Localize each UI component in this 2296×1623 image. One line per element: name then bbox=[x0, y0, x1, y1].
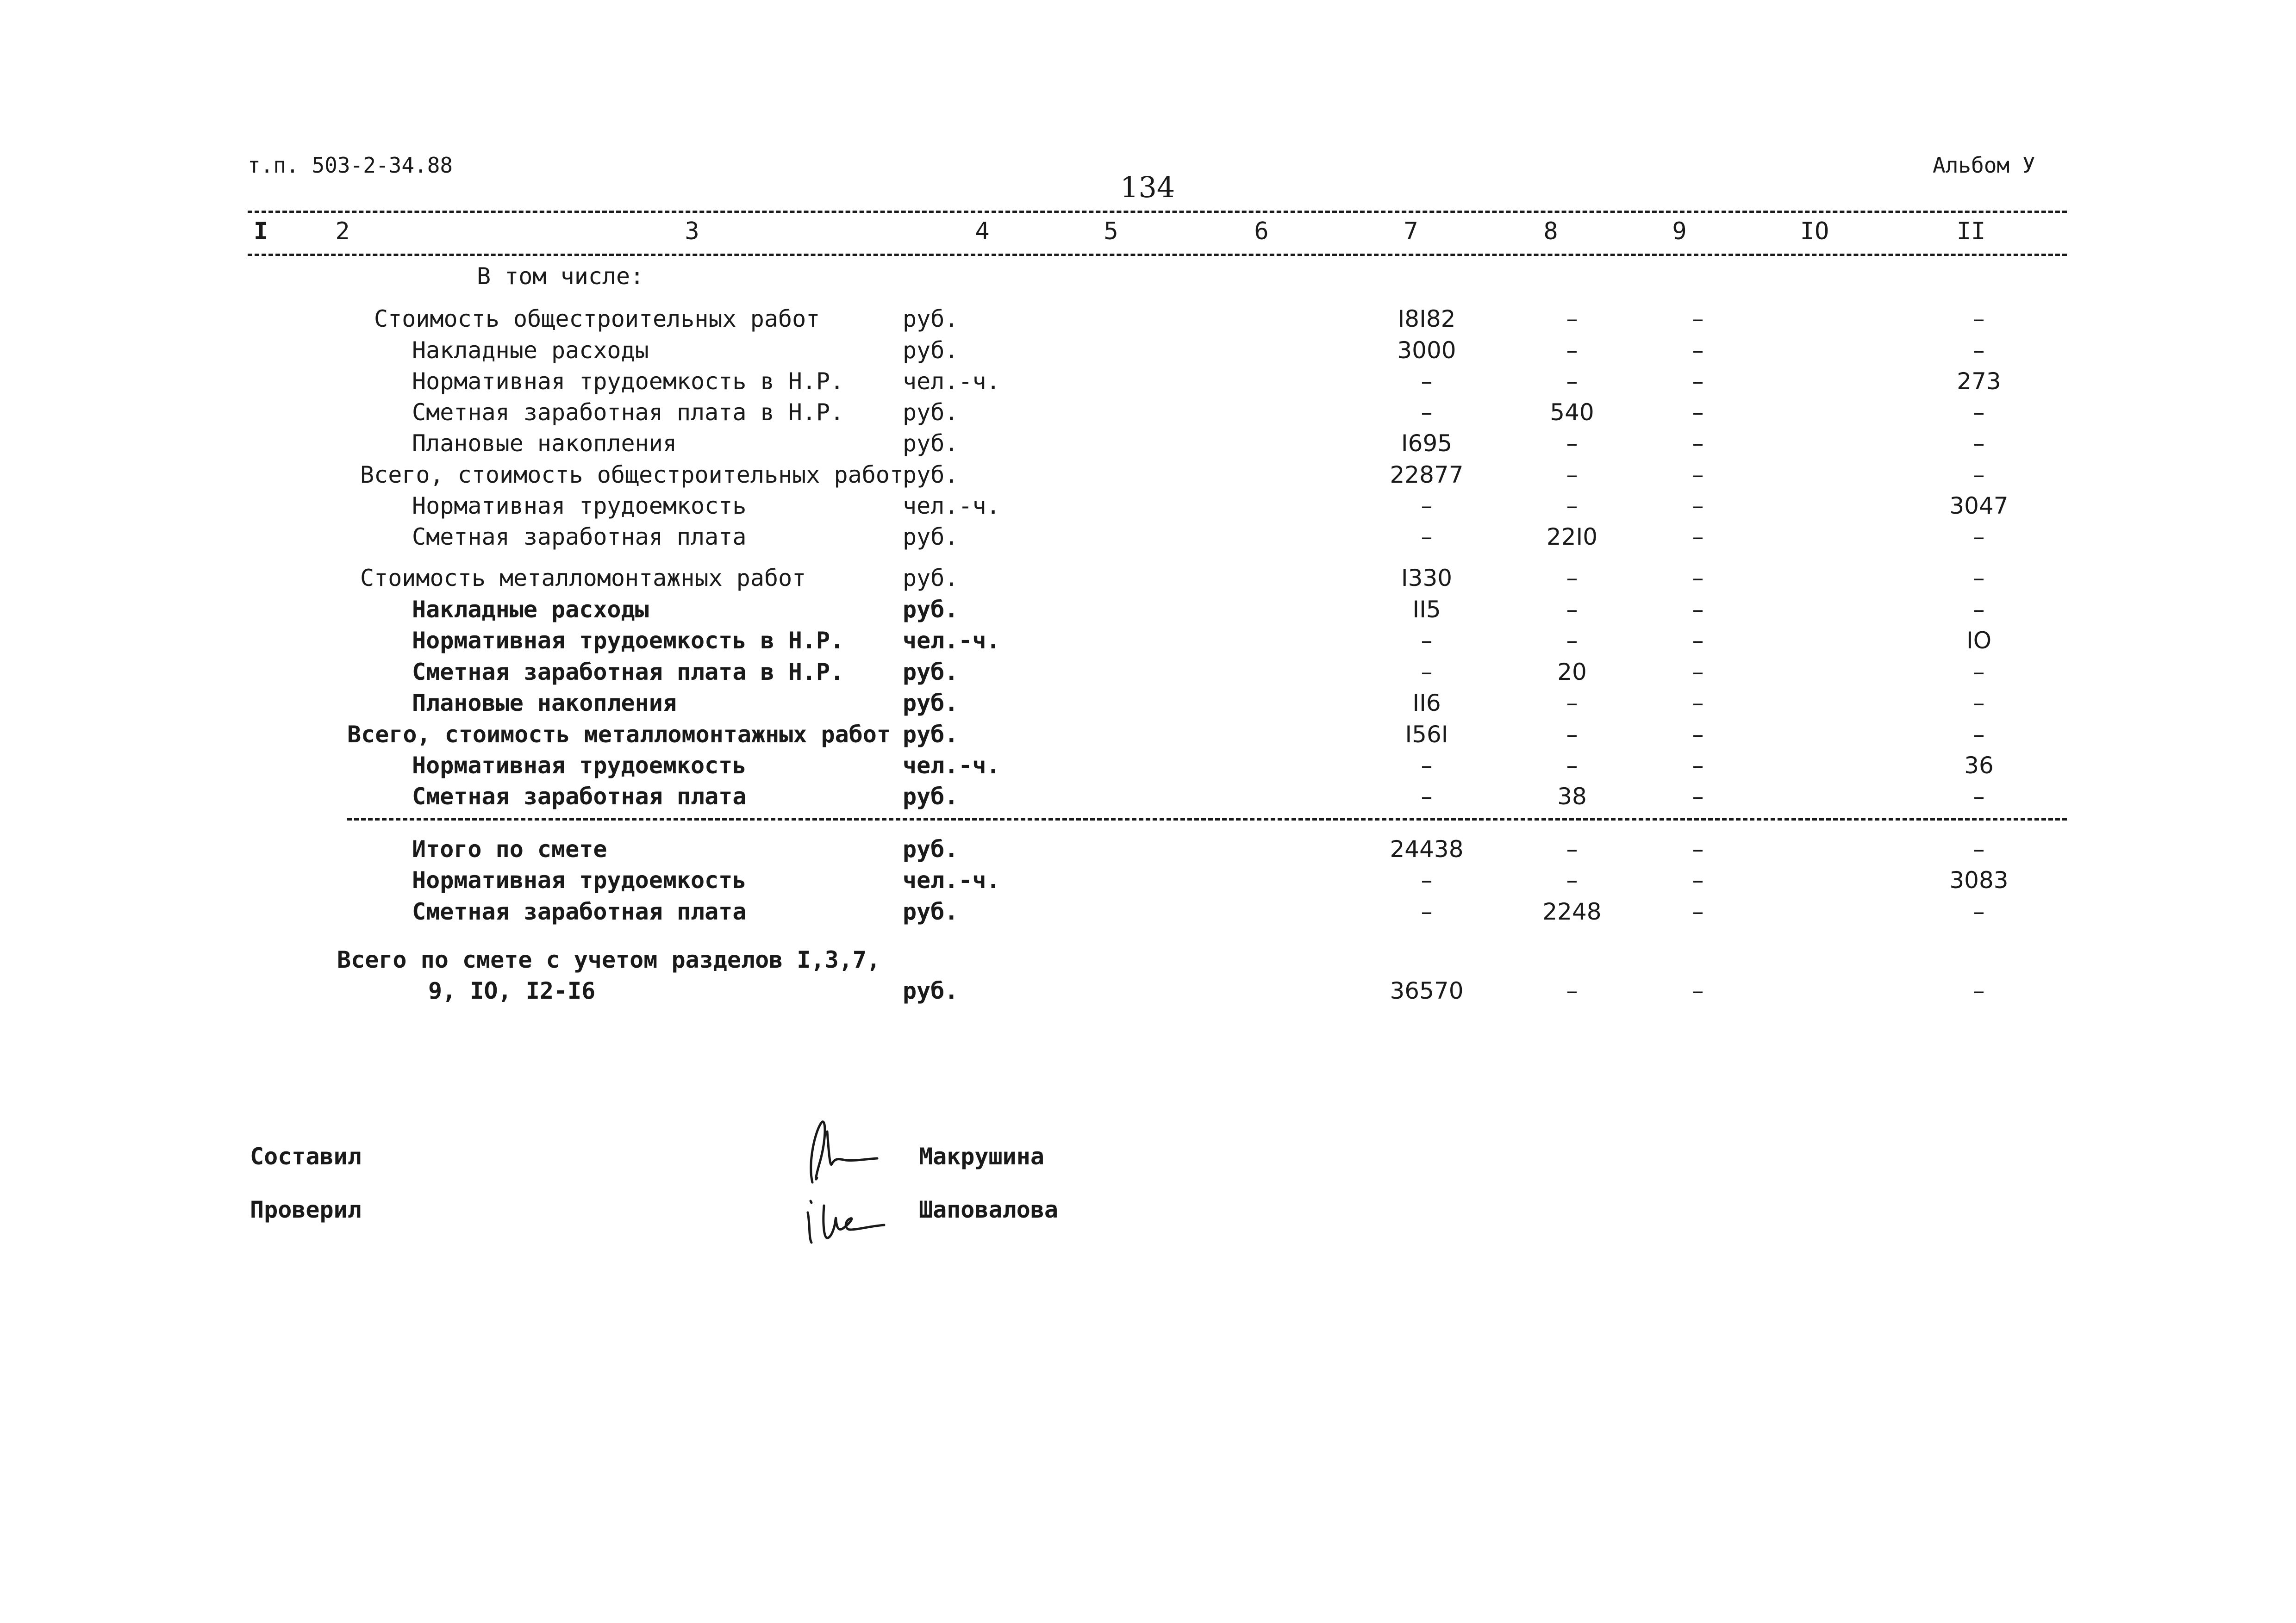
row-label: Всего, стоимость общестроительных работ bbox=[360, 461, 904, 488]
row-value-c9: – bbox=[1692, 721, 1704, 748]
row-value-c8: – bbox=[1566, 721, 1578, 748]
row-value-c8: – bbox=[1566, 337, 1578, 364]
row-value-c8: – bbox=[1566, 461, 1578, 488]
row-unit: руб. bbox=[903, 690, 959, 716]
row-value-c11: 36 bbox=[1964, 752, 1994, 779]
row-value-c7: 24438 bbox=[1390, 836, 1464, 863]
row-value-c8: 20 bbox=[1557, 659, 1587, 685]
row-value-c9: – bbox=[1692, 461, 1704, 488]
row-unit: руб. bbox=[903, 305, 959, 332]
row-value-c9: – bbox=[1692, 523, 1704, 550]
row-value-c11: 3083 bbox=[1949, 867, 2009, 894]
row-value-c7: I56I bbox=[1405, 721, 1448, 748]
row-value-c8: 22I0 bbox=[1546, 523, 1598, 550]
row-value-c8: – bbox=[1566, 867, 1578, 894]
row-value-c8: – bbox=[1566, 836, 1578, 863]
row-value-c7: – bbox=[1421, 752, 1433, 779]
row-unit: чел.-ч. bbox=[903, 492, 1000, 519]
row-label: Плановые накопления bbox=[412, 430, 677, 457]
row-unit: чел.-ч. bbox=[903, 368, 1000, 395]
totals-separator-rule bbox=[347, 818, 2067, 821]
row-value-c11: – bbox=[1973, 430, 1985, 457]
row-value-c7: – bbox=[1421, 368, 1433, 395]
row-value-c9: – bbox=[1692, 430, 1704, 457]
row-value-c8: 2248 bbox=[1542, 898, 1602, 925]
row-value-c8: – bbox=[1566, 492, 1578, 519]
row-unit: руб. bbox=[903, 337, 959, 364]
row-value-c11: – bbox=[1973, 659, 1985, 685]
grand-total-col11: – bbox=[1973, 977, 1985, 1004]
column-number-9: 9 bbox=[1672, 218, 1687, 245]
row-label: Накладные расходы bbox=[412, 596, 649, 623]
row-value-c7: I330 bbox=[1401, 565, 1453, 591]
row-unit: руб. bbox=[903, 836, 959, 863]
row-value-c8: 540 bbox=[1550, 399, 1594, 426]
row-label: Нормативная трудоемкость в Н.Р. bbox=[412, 627, 844, 654]
row-unit: чел.-ч. bbox=[903, 627, 1000, 654]
row-label: Стоимость общестроительных работ bbox=[374, 305, 820, 332]
grand-total-label-line1: Всего по смете с учетом разделов I,3,7, bbox=[337, 946, 880, 973]
row-value-c7: – bbox=[1421, 898, 1433, 925]
row-value-c7: – bbox=[1421, 867, 1433, 894]
column-number-8: 8 bbox=[1543, 218, 1558, 245]
row-value-c8: 38 bbox=[1557, 783, 1587, 810]
row-value-c9: – bbox=[1692, 565, 1704, 591]
row-label: Нормативная трудоемкость bbox=[412, 867, 747, 894]
row-value-c11: 273 bbox=[1957, 368, 2001, 395]
row-unit: руб. bbox=[903, 783, 959, 810]
row-value-c11: – bbox=[1973, 399, 1985, 426]
row-value-c9: – bbox=[1692, 836, 1704, 863]
row-unit: руб. bbox=[903, 399, 959, 426]
row-value-c9: – bbox=[1692, 337, 1704, 364]
row-label: Всего, стоимость металломонтажных работ bbox=[347, 721, 891, 748]
page-number: 134 bbox=[1120, 170, 1175, 204]
row-label: Нормативная трудоемкость bbox=[412, 752, 747, 779]
row-label: Накладные расходы bbox=[412, 337, 649, 364]
row-label: Нормативная трудоемкость bbox=[412, 492, 747, 519]
row-label: Сметная заработная плата в Н.Р. bbox=[412, 399, 844, 426]
grand-total-label-line2: 9, IO, I2-I6 bbox=[428, 977, 596, 1004]
row-unit: руб. bbox=[903, 430, 959, 457]
row-value-c11: – bbox=[1973, 783, 1985, 810]
compiled-by-name: Макрушина bbox=[919, 1143, 1044, 1170]
section-intro: В том числе: bbox=[477, 263, 644, 290]
row-value-c9: – bbox=[1692, 752, 1704, 779]
row-value-c8: – bbox=[1566, 565, 1578, 591]
row-value-c9: – bbox=[1692, 305, 1704, 332]
grand-total-col9: – bbox=[1692, 977, 1704, 1004]
row-value-c8: – bbox=[1566, 752, 1578, 779]
row-value-c7: – bbox=[1421, 492, 1433, 519]
document-code: т.п. 503-2-34.88 bbox=[248, 153, 453, 178]
compiled-by-label: Составил bbox=[250, 1143, 362, 1170]
row-label: Стоимость металломонтажных работ bbox=[360, 565, 806, 591]
column-number-6: 6 bbox=[1254, 218, 1269, 245]
row-value-c7: – bbox=[1421, 523, 1433, 550]
row-unit: чел.-ч. bbox=[903, 867, 1000, 894]
column-number-5: 5 bbox=[1104, 218, 1118, 245]
row-value-c11: 3047 bbox=[1949, 492, 2009, 519]
column-number-11: II bbox=[1956, 218, 1986, 245]
row-value-c9: – bbox=[1692, 399, 1704, 426]
column-number-2: 2 bbox=[335, 218, 350, 245]
row-value-c9: – bbox=[1692, 368, 1704, 395]
header-bottom-rule bbox=[248, 254, 2067, 256]
row-label: Итого по смете bbox=[412, 836, 607, 863]
row-unit: руб. bbox=[903, 659, 959, 685]
row-value-c8: – bbox=[1566, 690, 1578, 716]
row-value-c7: 3000 bbox=[1397, 337, 1456, 364]
row-value-c11: – bbox=[1973, 721, 1985, 748]
checked-signature bbox=[799, 1192, 891, 1252]
row-value-c9: – bbox=[1692, 596, 1704, 623]
row-value-c9: – bbox=[1692, 492, 1704, 519]
grand-total-col8: – bbox=[1566, 977, 1578, 1004]
row-value-c8: – bbox=[1566, 368, 1578, 395]
row-unit: руб. bbox=[903, 461, 959, 488]
row-value-c11: – bbox=[1973, 836, 1985, 863]
row-unit: руб. bbox=[903, 721, 959, 748]
checked-by-label: Проверил bbox=[250, 1196, 362, 1223]
row-value-c8: – bbox=[1566, 627, 1578, 654]
header-top-rule bbox=[248, 211, 2067, 213]
row-unit: руб. bbox=[903, 596, 959, 623]
row-value-c11: IO bbox=[1966, 627, 1992, 654]
row-value-c7: – bbox=[1421, 627, 1433, 654]
row-unit: чел.-ч. bbox=[903, 752, 1000, 779]
row-value-c11: – bbox=[1973, 898, 1985, 925]
row-value-c7: – bbox=[1421, 659, 1433, 685]
row-label: Сметная заработная плата bbox=[412, 898, 747, 925]
grand-total-col7: 36570 bbox=[1390, 977, 1464, 1004]
row-value-c7: II5 bbox=[1412, 596, 1441, 623]
row-value-c7: I695 bbox=[1401, 430, 1453, 457]
row-label: Плановые накопления bbox=[412, 690, 677, 716]
compiled-signature bbox=[794, 1113, 886, 1196]
row-value-c8: – bbox=[1566, 305, 1578, 332]
column-number-4: 4 bbox=[975, 218, 990, 245]
column-number-7: 7 bbox=[1404, 218, 1418, 245]
row-value-c11: – bbox=[1973, 337, 1985, 364]
column-number-3: 3 bbox=[685, 218, 699, 245]
row-label: Сметная заработная плата в Н.Р. bbox=[412, 659, 844, 685]
row-value-c7: I8I82 bbox=[1398, 305, 1456, 332]
row-value-c9: – bbox=[1692, 867, 1704, 894]
row-value-c8: – bbox=[1566, 596, 1578, 623]
row-value-c11: – bbox=[1973, 461, 1985, 488]
grand-total-unit: руб. bbox=[903, 977, 959, 1004]
row-unit: руб. bbox=[903, 898, 959, 925]
row-value-c11: – bbox=[1973, 565, 1985, 591]
row-value-c7: 22877 bbox=[1390, 461, 1464, 488]
row-value-c7: II6 bbox=[1412, 690, 1441, 716]
row-unit: руб. bbox=[903, 565, 959, 591]
row-label: Сметная заработная плата bbox=[412, 783, 747, 810]
album-label: Альбом У bbox=[1933, 153, 2035, 178]
row-value-c9: – bbox=[1692, 627, 1704, 654]
column-number-1: I bbox=[254, 218, 268, 245]
checked-by-name: Шаповалова bbox=[919, 1196, 1059, 1223]
row-value-c9: – bbox=[1692, 898, 1704, 925]
row-value-c9: – bbox=[1692, 659, 1704, 685]
row-unit: руб. bbox=[903, 523, 959, 550]
row-value-c11: – bbox=[1973, 596, 1985, 623]
row-value-c8: – bbox=[1566, 430, 1578, 457]
row-value-c7: – bbox=[1421, 783, 1433, 810]
row-value-c11: – bbox=[1973, 523, 1985, 550]
row-value-c11: – bbox=[1973, 690, 1985, 716]
row-value-c7: – bbox=[1421, 399, 1433, 426]
column-number-10: IO bbox=[1800, 218, 1829, 245]
row-value-c9: – bbox=[1692, 783, 1704, 810]
row-value-c9: – bbox=[1692, 690, 1704, 716]
row-label: Сметная заработная плата bbox=[412, 523, 747, 550]
row-label: Нормативная трудоемкость в Н.Р. bbox=[412, 368, 844, 395]
row-value-c11: – bbox=[1973, 305, 1985, 332]
